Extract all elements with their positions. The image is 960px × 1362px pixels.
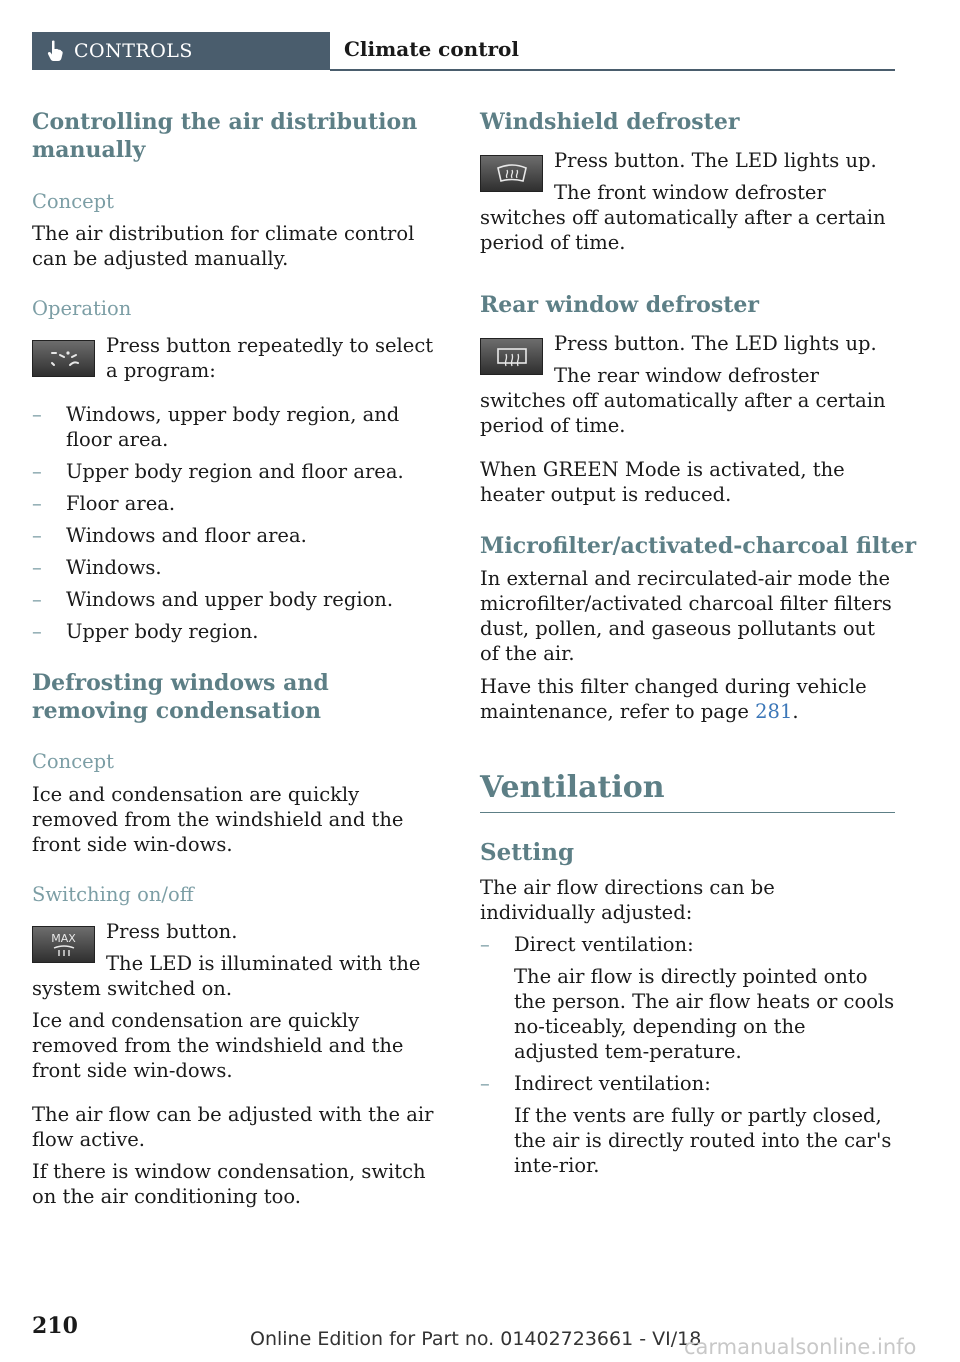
switch-led-text: The LED is illuminated with the system switched on.	[32, 952, 421, 1000]
list-item	[480, 1071, 895, 1178]
edition-text: Online Edition for Part no. 01402723661 - VI/18	[250, 1328, 702, 1350]
program-list	[32, 402, 440, 644]
ventilation-list	[480, 932, 895, 1178]
list-item: – Windows, upper body region, and floor area.	[32, 402, 440, 452]
subheading-switching: Switching on/off	[32, 883, 194, 906]
page-number: 210	[32, 1313, 78, 1339]
direct-ventilation-text: The air flow is directly pointed onto the person. The air flow heats or cools no‐ticeably, depending on the adjusted tem‐perature.	[514, 965, 895, 1063]
max-label: MAX	[51, 931, 76, 945]
header-rule	[330, 69, 895, 71]
list-item: – Windows and floor area.	[32, 523, 440, 548]
chapter-title: Climate control	[344, 37, 519, 61]
green-mode-text: When GREEN Mode is activated, the heater output is reduced.	[480, 458, 845, 506]
pointing-hand-icon	[40, 32, 70, 70]
subheading-concept: Concept	[32, 190, 114, 213]
windshield-auto-text: The front window defroster switches off automatically after a certain period of time.	[480, 181, 886, 254]
defrost-concept-text: Ice and condensation are quickly removed from the windshield and the front side win‐dows.	[32, 783, 404, 856]
concept-text: The air distribution for climate control can be adjusted manually.	[32, 222, 415, 270]
microfilter-text: In external and recirculated-air mode the microfilter/activated charcoal filter filters dust, pollen, and gaseous pollutants out of the air.	[480, 567, 892, 665]
heading-windshield-defroster: Windshield defroster	[480, 109, 740, 135]
list-item: – Floor area.	[32, 491, 440, 516]
heading-ventilation: Ventilation	[480, 770, 665, 805]
setting-text: The air flow directions can be individually adjusted:	[480, 876, 775, 924]
heading-air-distribution: Controlling the air distribution manually	[32, 109, 418, 163]
airflow-adjust-text: The air flow can be adjusted with the air flow active.	[32, 1103, 434, 1151]
heading-defrosting: Defrosting windows and removing condensation	[32, 670, 329, 724]
list-item: – Windows.	[32, 555, 440, 580]
indirect-ventilation-label: – Indirect ventilation:	[514, 1072, 711, 1095]
section-tab	[32, 32, 330, 70]
air-distribution-button-icon	[32, 340, 95, 377]
list-item: – Upper body region.	[32, 619, 440, 644]
condensation-tip-text: If there is window condensation, switch on the air conditioning too.	[32, 1160, 426, 1208]
list-item	[480, 932, 895, 1064]
filter-change-text	[480, 674, 895, 724]
switch-press-text: Press button.	[106, 920, 238, 943]
direct-ventilation-label: – Direct ventilation:	[514, 933, 694, 956]
rear-auto-text: The rear window defroster switches off automatically after a certain period of time.	[480, 364, 886, 437]
filter-change-prefix: Have this filter changed during vehicle maintenance, refer to page	[480, 675, 867, 723]
indirect-ventilation-text: If the vents are fully or partly closed, the air is directly routed into the car's inte‐rior.	[514, 1104, 892, 1177]
ventilation-rule	[480, 812, 895, 813]
subheading-concept: Concept	[32, 750, 114, 773]
page-reference-link[interactable]: 281	[755, 700, 793, 723]
switch-ice-text: Ice and condensation are quickly removed from the windshield and the front side win‐dows.	[32, 1009, 404, 1082]
windshield-press-text: Press button. The LED lights up.	[554, 149, 877, 172]
rear-press-text: Press button. The LED lights up.	[554, 332, 877, 355]
filter-change-suffix: .	[792, 700, 799, 723]
section-label: CONTROLS	[74, 40, 193, 62]
list-item: – Windows and upper body region.	[32, 587, 440, 612]
heading-rear-defroster: Rear window defroster	[480, 292, 759, 318]
heading-microfilter: Microfilter/activated-charcoal filter	[480, 533, 917, 559]
heading-setting: Setting	[480, 839, 575, 866]
subheading-operation: Operation	[32, 297, 132, 320]
list-item: – Upper body region and floor area.	[32, 459, 440, 484]
watermark: carmanualsonline.info	[684, 1335, 917, 1359]
operation-instruction: Press button repeatedly to select a program:	[106, 334, 434, 382]
